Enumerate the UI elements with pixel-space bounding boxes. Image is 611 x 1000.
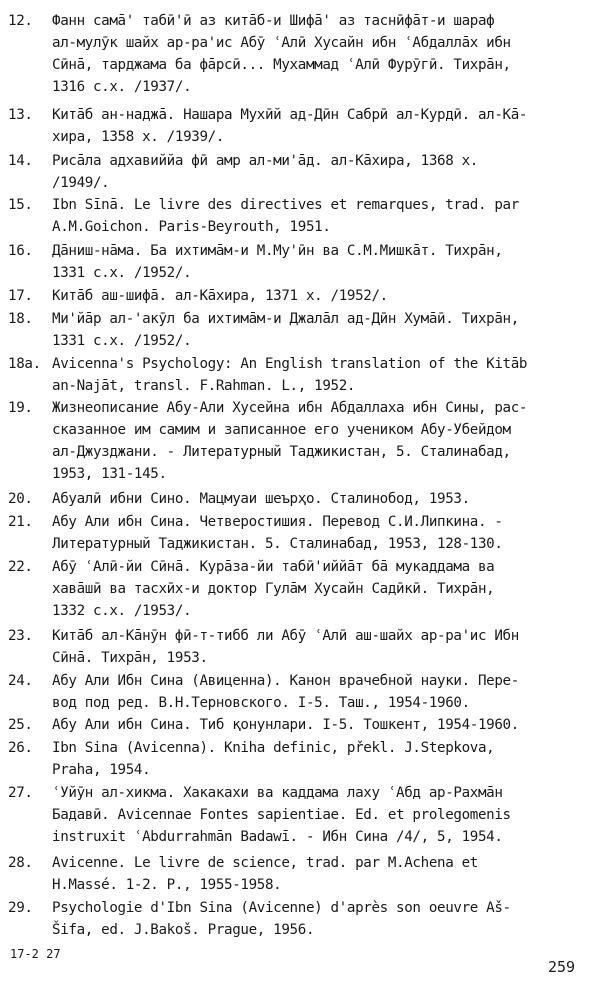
bibliography-entry-13 [8,104,604,148]
bibliography-entry-25 [8,714,604,736]
entry-line: 1332 с.х. /1953/. [52,603,192,619]
entry-line: Литературный Таджикистан. 5. Сталинабад, 1953, 128-130. [52,536,503,552]
entry-line: Сӣнā, тарджама ба фāрсӣ... Мухаммад ʿАлӣ Фурӯгӣ. Тихрāн, [52,57,511,73]
bibliography-entry-21 [8,511,604,555]
entry-line: хира, 1358 х. /1939/. [52,129,225,145]
entry-line: Ми'йāр ал-'акӯл ба ихтимāм-и Джалāл ад-Дӣн Хумāӣ. Тихрāн, [52,311,519,327]
entry-line: an-Najāt, transl. F.Rahman. L., 1952. [52,378,356,394]
entry-line: вод под ред. В.Н.Терновского. I-5. Таш., 1954-1960. [52,695,470,711]
entry-line: /1949/. [52,175,110,191]
entry-number: 25. [8,717,33,733]
entry-line: Жизнеописание Абу-Али Хусейна ибн Абдаллаха ибн Сины, рас- [52,400,528,416]
entry-line: Абу Али ибн Сина. Четверостишия. Перевод С.И.Липкина. - [52,514,503,530]
entry-number: 27. [8,785,33,801]
entry-number: 21. [8,514,33,530]
bibliography-entry-23 [8,625,604,669]
bibliography-entry-14 [8,150,604,194]
entry-number: 18a. [8,356,41,372]
entry-number: 26. [8,740,33,756]
bibliography-entry-18 [8,308,604,352]
entry-line: H.Massé. 1-2. P., 1955-1958. [52,877,282,893]
bibliography-entry-20 [8,488,604,510]
entry-line: Китāб аш-шифā. ал-Кāхира, 1371 х. /1952/. [52,288,388,304]
bibliography-entry-19 [8,397,604,485]
entry-line: Рисāла адхавиййа фӣ амр ал-ми'āд. ал-Кāхира, 1368 х. [52,153,478,169]
entry-line: 1331 с.х. /1952/. [52,333,192,349]
bibliography-entry-12 [8,10,604,98]
bibliography-entry-26 [8,737,604,781]
entry-number: 22. [8,559,33,575]
entry-number: 24. [8,673,33,689]
entry-number: 13. [8,107,33,123]
entry-line: Praha, 1954. [52,762,151,778]
entry-number: 19. [8,400,33,416]
bibliography-entry-16 [8,240,604,284]
entry-line: Ibn Sīnā. Le livre des directives et remarques, trad. par [52,197,519,213]
entry-line: Бадавӣ. Avicennae Fontes sapientiae. Ed. et prolegomenis [52,807,511,823]
entry-line: Абу Али ибн Сина. Тиб қонунлари. I-5. Тошкент, 1954-1960. [52,717,519,733]
entry-line: Фанн самā' табӣ'ӣ аз китāб-и Шифā' аз таснӣфāт-и шараф [52,13,495,29]
entry-line: Šifa, ed. J.Bakoš. Prague, 1956. [52,922,315,938]
entry-number: 29. [8,900,33,916]
entry-number: 28. [8,855,33,871]
bibliography-entry-18a [8,353,604,397]
entry-line: ал-Джузджани. - Литературный Таджикистан, 5. Сталинабад, [52,444,511,460]
entry-line: Avicenne. Le livre de science, trad. par M.Achena et [52,855,478,871]
entry-number: 17. [8,288,33,304]
entry-line: хавāшӣ ва тасхӣх-и доктор Гулāм Хусайн Садӣкӣ. Тихрāн, [52,581,495,597]
bibliography-entry-17 [8,285,604,307]
entry-line: сказанное им самим и записанное его учеником Абу-Убейдом [52,422,511,438]
entry-number: 20. [8,491,33,507]
entry-number: 14. [8,153,33,169]
bibliography-entry-29 [8,897,604,941]
entry-number: 18. [8,311,33,327]
entry-line: 1331 с.х. /1952/. [52,265,192,281]
entry-line: Avicenna's Psychology: An English translation of the Kitāb [52,356,528,372]
entry-line: Китāб ан-наджā. Нашара Мухӣй ад-Дӣн Сабрӣ ал-Курдӣ. ал-Кā- [52,107,528,123]
bibliography-entry-28 [8,852,604,896]
entry-line: Дāниш-нāма. Ба ихтимāм-и М.Му'ӣн ва С.М.Мишкāт. Тихрāн, [52,243,503,259]
bibliography-entry-27 [8,782,604,848]
entry-line: Ibn Sina (Avicenna). Kniha definic, překl. J.Stepkova, [52,740,495,756]
entry-line: instruxit ʿAbdurrahmān Badawī. - Ибн Сина /4/, 5, 1954. [52,829,503,845]
entry-number: 23. [8,628,33,644]
entry-number: 12. [8,13,33,29]
entry-line: ал-мулӯк шайх ар-ра'ис Абӯ ʿАлӣ Хусайн ибн ʿАбдаллāх ибн [52,35,511,51]
entry-line: Китāб ал-Кāнӯн фӣ-т-тибб ли Абӯ ʿАлӣ аш-шайх ар-ра'ис Ибн [52,628,519,644]
entry-line: Сӣнā. Тихрāн, 1953. [52,650,208,666]
entry-number: 15. [8,197,33,213]
bibliography-entry-15 [8,194,604,238]
entry-line: A.M.Goichon. Paris-Beyrouth, 1951. [52,219,331,235]
entry-line: Абӯ ʿАлӣ-йи Сӣнā. Курāза-йи табӣ'иййāт бā мукаддама ва [52,559,495,575]
entry-number: 16. [8,243,33,259]
page-number: 259 [548,958,576,976]
signature-code: 17-2 27 [10,947,61,961]
entry-line: 1316 с.х. /1937/. [52,79,192,95]
bibliography-entry-24 [8,670,604,714]
entry-line: Абуалӣ ибни Сино. Мацмуаи шеърҳо. Сталинобод, 1953. [52,491,470,507]
entry-line: Psychologie d'Ibn Sina (Avicenne) d'après son oeuvre Aš- [52,900,511,916]
bibliography-entry-22 [8,556,604,622]
entry-line: ʿУйӯн ал-хикма. Хакакахи ва каддама лаху ʿАбд ар-Рахмāн [52,785,503,801]
entry-line: 1953, 131-145. [52,466,167,482]
entry-line: Абу Али Ибн Сина (Авиценна). Канон врачебной науки. Пере- [52,673,519,689]
